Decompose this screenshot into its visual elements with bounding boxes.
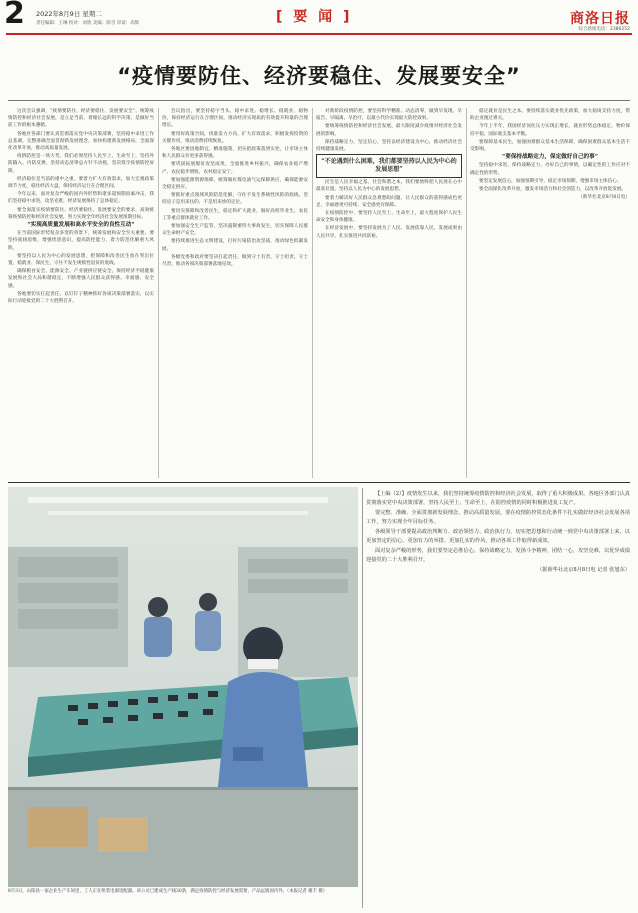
right-article-block [366,490,630,895]
subheading: “要保持战略定力，保定做好自己的事” [502,154,598,161]
page-number: 2 [4,0,25,31]
column-divider [362,488,363,908]
paragraph: 要保障基本民生，加强困难群众基本生活保障，确保困难群众基本生活不受影响。 [470,139,630,153]
paragraph: 要加强安全生产监管，坚决遏制重特大事故发生，切实保障人民群众生命财产安全。 [162,224,308,237]
page-header [0,0,638,34]
paragraph: 对新阶段疫情防控，要坚持科学精准、动态清零，做到早发现、早报告、早隔离、早治疗，以最小代价实现最大防控效果。 [316,109,462,122]
paragraph: 保持战略定力，坚定信心，坚持以经济建设为中心，推动经济社会持续健康发展。 [316,139,462,153]
article-column-1 [8,108,154,478]
hotline: 综合新闻电话：2386252 [578,27,630,32]
paragraph: 各地要切实扛起责任，以钉钉子精神抓好各项决策部署落实，以实际行动迎接党的二十大胜利召开。 [8,291,154,305]
headline-rule [8,100,630,101]
paragraph: 要统筹疫情防控和经济社会发展，最大限度减少疫情对经济社会发展的影响。 [316,124,462,137]
section-title: [ 要 闻 ] [276,9,353,25]
paragraph: 要加强能源资源保障，统筹做好煤电油气运保障供应，确保能源安全稳定供应。 [162,177,308,191]
issue-date: 2022年8月9日 星期二 [36,10,102,18]
article-column-3 [316,108,462,478]
paragraph: 要持续推进生态文明建设，打好污染防治攻坚战，推动绿色低碳发展。 [162,239,308,252]
paragraph: 确保粮食安全、能源安全、产业链供应链安全，保持经济平稳健康发展和社会大局和谐稳定，不断增强人民群众获得感、幸福感、安全感。 [8,269,154,289]
photo-caption: 8月3日，山阳县一家企业生产车间里，工人正在组装电源适配器。该公司已建成生产线30条，满足疫情防控与经济发展需要，产品远销国内外。（本报记者 谢丰 摄） [8,889,328,894]
main-headline: “疫情要防住、经济要稳住、发展要安全” [117,64,521,88]
paragraph: 要着力解决好人民群众急难愁盼问题，让人民群众的获得感成色更足、幸福感更可持续、安全感更有保障。 [316,195,462,208]
paragraph: 要完整、准确、全面贯彻新发展理念，推动高质量发展。要在疫情防控常态化条件下扎实做好经济社会发展各项工作，努力实现全年目标任务。 [366,510,630,525]
paragraph: 今年上半年，我国经济顶住压力实现正增长，就业形势总体稳定，物价保持平稳，国际收支基本平衡。 [470,124,630,137]
paragraph: 坚持稳中求进，保持战略定力，办好自己的事情，以确定性的工作应对不确定性的形势。 [470,163,630,176]
section-rule [8,482,630,483]
paragraph: 这次会议强调，“疫情要防住、经济要稳住、发展要安全”。统筹疫情防控和经济社会发展，是立足当前、着眼长远的科学决策，是做好当前工作的根本遵循。 [8,109,154,129]
paragraph: 要全面深化改革开放，激发市场活力和社会创造力，以改革开放促发展。 [479,187,627,193]
subheading: “实现高质量发展和高水平安全的良性互动” [27,222,135,229]
column-divider [158,108,159,478]
editor-credits: 责任编辑：王琳 校对：刘欣 美编：陈雪 审读：高辉 [36,21,140,26]
paragraph: 各级领导干部要提高政治判断力、政治领悟力、政治执行力，切实把思想和行动统一到党中央决策部署上来，以更加坚定的信心、更加有力的举措、更加扎实的作风，推动各项工作取得新成效。 [366,529,630,544]
paragraph: 疫情防控是一场大考。我们必须坚持人民至上、生命至上，坚持外防输入、内防反弹，坚持动态清零总方针不动摇，坚决筑牢疫情防控屏障。 [8,154,154,174]
factory-photo [8,487,358,887]
article-source: （据新华社北京8月8日电 记者 张旭东） [537,567,630,573]
newspaper-logo: 商洛日报 [570,11,630,27]
paragraph: 要用好政策空间，找准发力方向，扩大有效需求，积极发挥投资的关键作用，推动消费持续恢复。 [162,131,308,144]
paragraph: 各级党委和政府要坚决扛起责任，做到守土有责、守土担责、守土尽责，推动各项决策部署落地见效。 [162,254,308,268]
header-rule [6,33,632,35]
paragraph: 要全面落实疫情要防住、经济要稳住、发展要安全的要求，高效统筹疫情防控和经济社会发展，努力实现全年经济社会发展预期目标。 [8,207,154,220]
factory-workers-illustration [8,487,358,887]
paragraph: 要巩固拓展脱贫攻坚成果，全面推进乡村振兴，确保农业稳产增产、农民稳步增收、农村稳定安宁。 [162,162,308,175]
paragraph: 【上编（2）】疫情发生以来，我们坚持统筹疫情防控和经济社会发展，取得了重大积极成果。各地区各部门认真贯彻落实党中央决策部署，坚持人民至上、生命至上，在防控疫情的同时积极推进复工复产。 [366,491,630,506]
pull-quote-box: “不论遇到什么困难，我们都要坚持以人民为中心的发展思想” [316,154,462,178]
paragraph: 在疫情防控中，要坚持人民至上、生命至上，最大程度保护人民生命安全和身体健康。 [316,211,462,224]
paragraph: 面对复杂严峻的形势，我们要坚定必胜信心，保持战略定力，发扬斗争精神，团结一心，攻坚克难，以优异成绩迎接党的二十大胜利召开。 [366,548,630,563]
paragraph: 要坚持以人民为中心的发展思想，把保障和改善民生放在突出位置，稳就业、保民生，守住不发生规模性返贫的底线。 [8,253,154,267]
paragraph: 在当前国际形势复杂多变的背景下，统筹发展和安全至关重要。要坚持底线思维，增强忧患意识，提高防控能力，着力防范化解重大风险。 [8,231,154,251]
column-divider [466,108,467,478]
article-column-4 [470,108,630,478]
paragraph: 各地区各部门要认真贯彻落实党中央决策部署，坚持稳中求进工作总基调，完整准确全面贯彻新发展理念，加快构建新发展格局，全面深化改革开放，推动高质量发展。 [8,131,154,152]
paragraph: 会议指出，要坚持稳字当头、稳中求进。稳增长、稳就业、稳物价，保持经济运行在合理区间，推动经济实现质的有效提升和量的合理增长。 [162,109,308,129]
paragraph: 稳定就业是民生之本。要持续落实就业优先政策，加大稳岗支持力度，帮助企业渡过难关。 [470,109,630,122]
paragraph: 经济稳住是当前的重中之重。要着力扩大有效需求，加大宏观政策调节力度，稳住经济大盘，保持经济运行在合理区间。 [8,176,154,190]
article-column-2 [162,108,308,478]
paragraph: 要坚定发展信心，加强预期引导，稳定市场预期，增强市场主体信心。 [479,178,622,184]
paragraph: 要切实保障和改善民生，稳定和扩大就业，做好高校毕业生、农民工等重点群体就业工作。 [162,208,308,221]
paragraph: 要抓好重点领域风险防范化解，守住不发生系统性风险的底线。坚持房子是用来住的、不是用来炒的定位。 [162,193,308,206]
column-divider [312,108,313,478]
paragraph: 在经济发展中，要坚持发展为了人民、发展依靠人民、发展成果由人民共享，扎实推进共同富裕。 [316,226,462,239]
article-source: （新华社北京8月8日电） [578,195,630,201]
paragraph: 民生是人民幸福之基、社会和谐之本。我们要始终把人民放在心中最高位置，坚持以人民为中心的发展思想。 [316,180,462,193]
paragraph: 今年以来，面对复杂严峻的国内外形势和诸多超预期因素冲击，我们坚持稳中求进，攻坚克难，经济发展保持了总体稳定。 [8,192,154,205]
paragraph: 各地区要因地制宜，精准施策，切实把政策落到实处，让市场主体和人民群众有更多获得感。 [162,147,308,160]
